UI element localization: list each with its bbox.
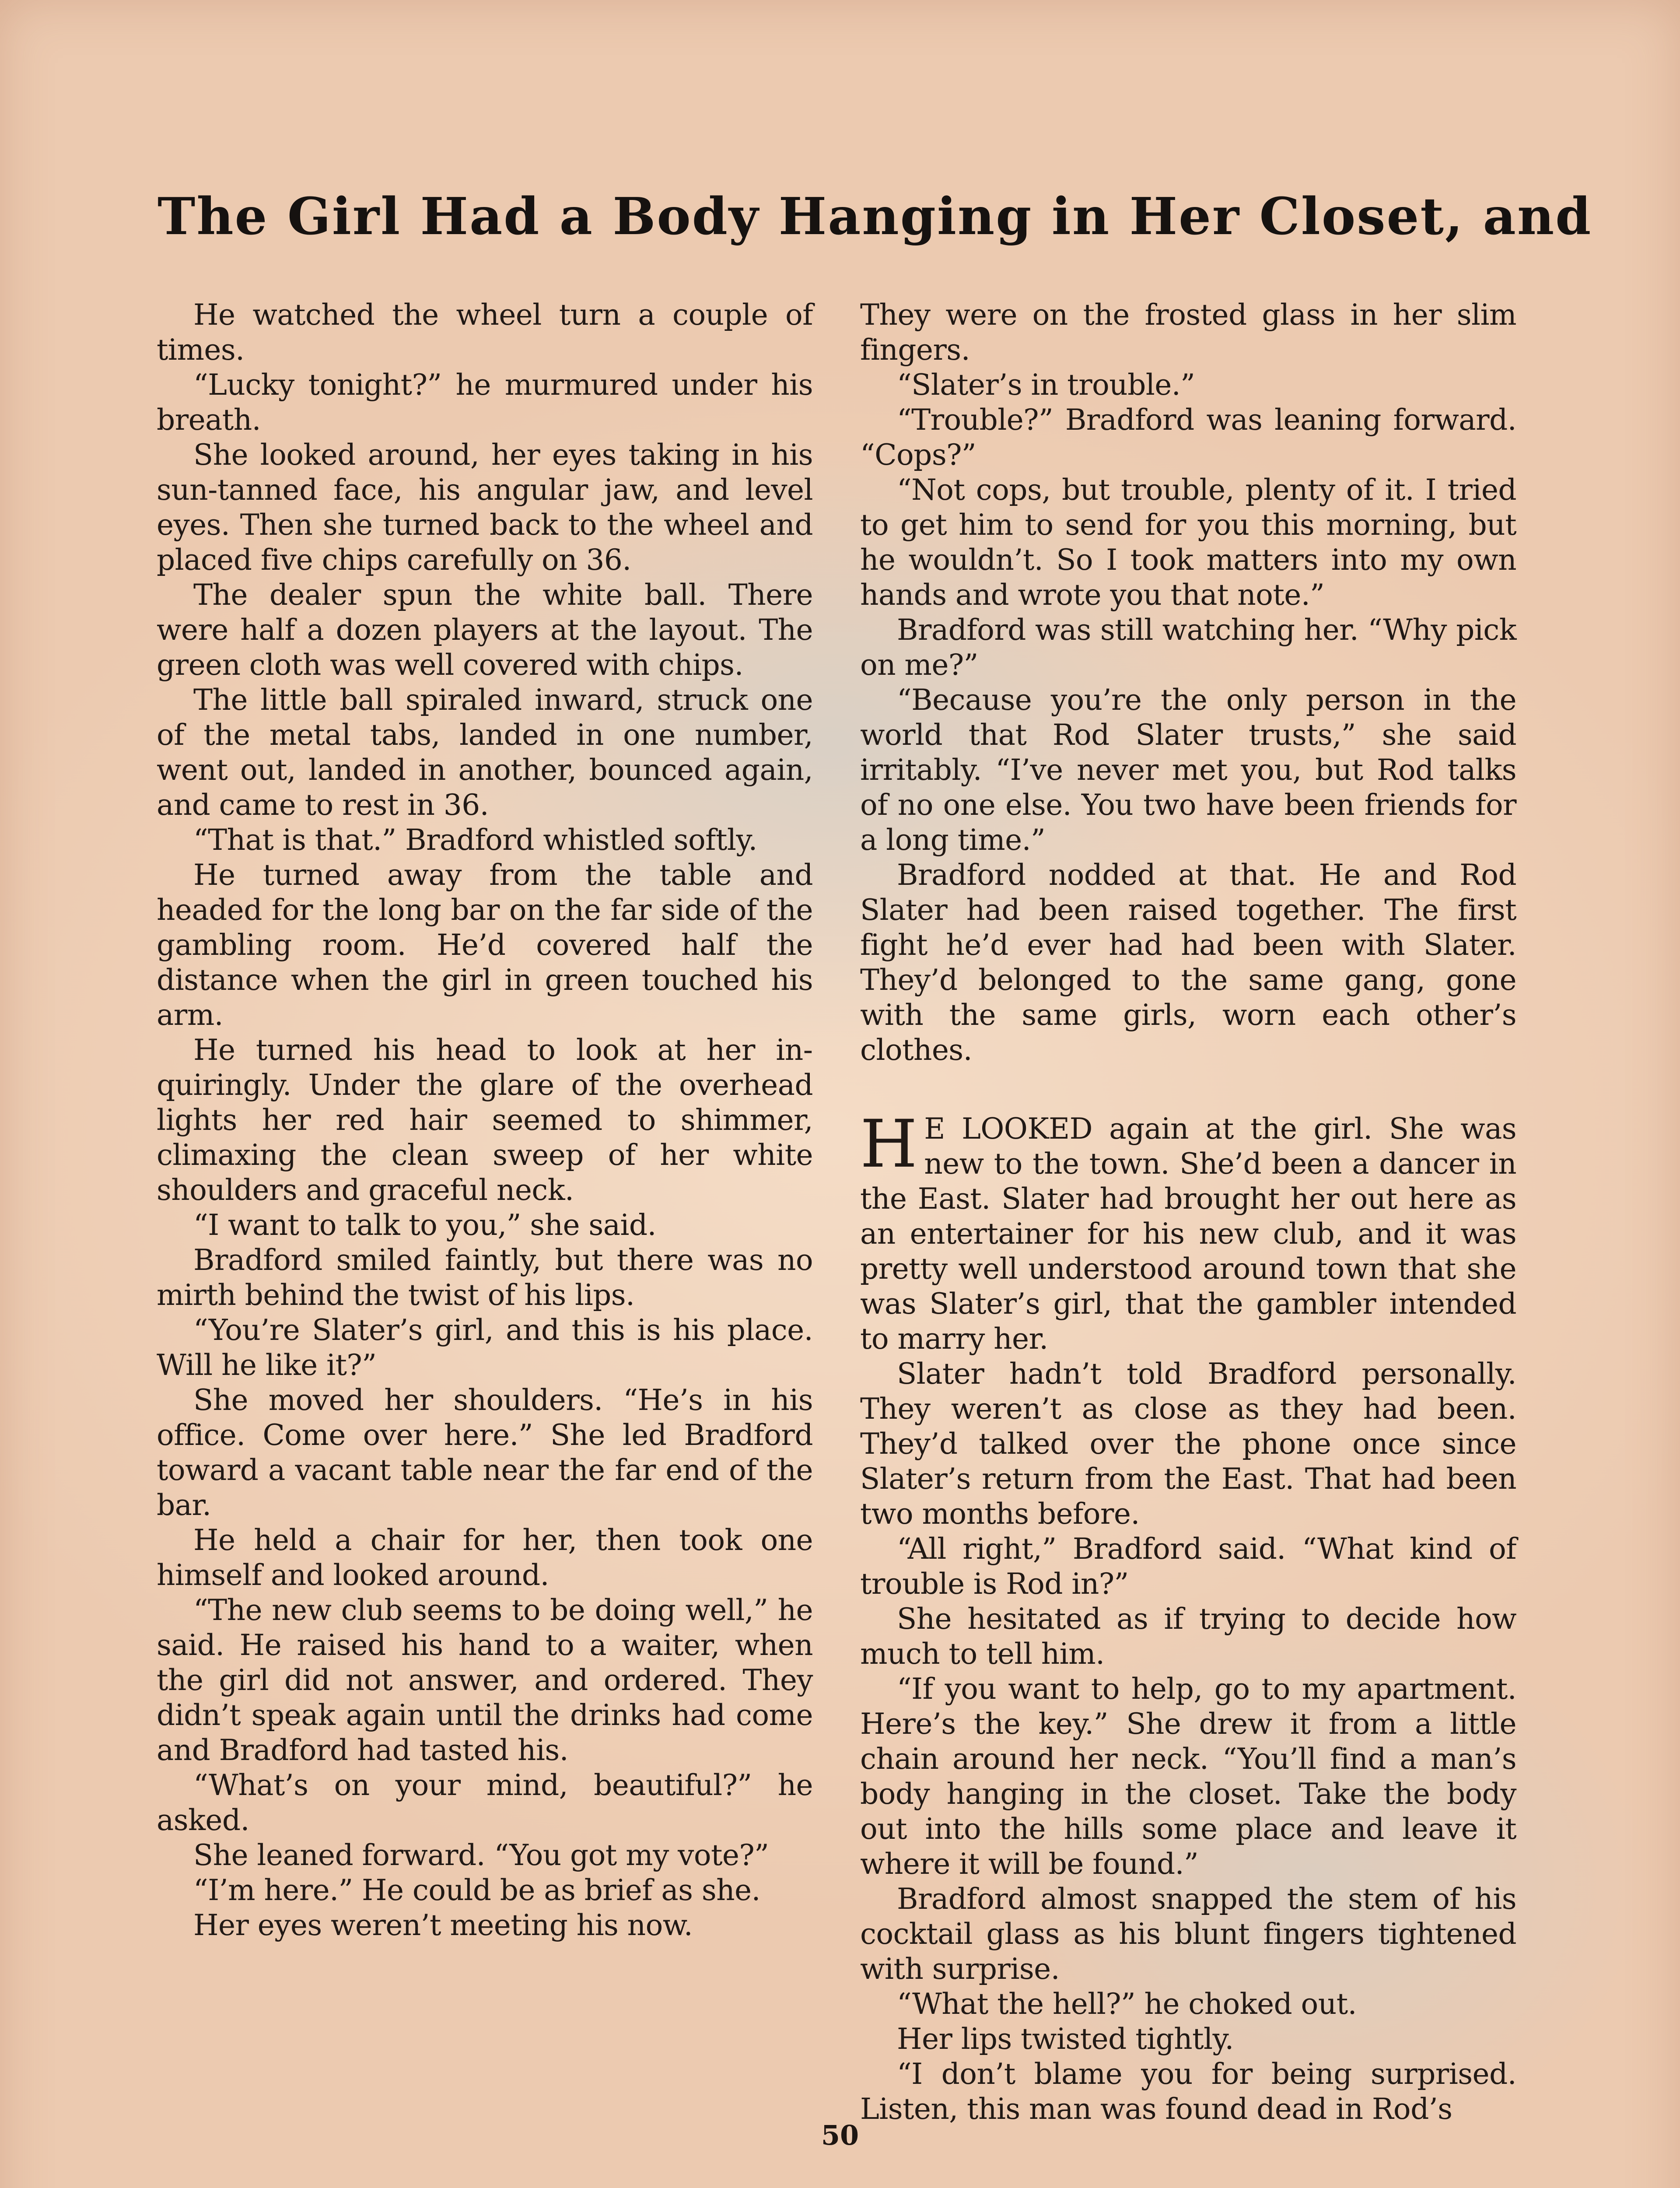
paragraph: Bradford nodded at that. He and Rod Slater had been raised together. The first fight he’d ever had had been with Slater. They’d belonged to the same gang, gone with the same girls, worn each other’s clothes. [860,858,1516,1067]
paragraph: She moved her shoulders. “He’s in his office. Come over here.” She led Bradford toward a vacant table near the far end of the bar. [157,1383,813,1522]
paragraph: “Slater’s in trouble.” [897,368,1195,402]
story-headline: The Girl Had a Body Hanging in Her Closet, and [158,187,1592,246]
paragraph: “I don’t blame you for being surprised. Listen, this man was found dead in Rod’s [860,2057,1516,2126]
paragraph: Her eyes weren’t meeting his now. [193,1908,693,1942]
paragraph: “The new club seems to be doing well,” he said. He raised his hand to a waiter, when the girl did not answer, and ordered. They didn’t speak again until the drinks had come and Bradford had tasted his. [157,1593,813,1767]
paragraph: “I’m here.” He could be as brief as she. [193,1873,760,1907]
paragraph: He watched the wheel turn a couple of times. [157,298,813,367]
paragraph: “Not cops, but trouble, plenty of it. I tried to get him to send for you this morning, but he wouldn’t. So I took matters into my own hands and wrote you that note.” [860,473,1516,612]
paragraph: She hesitated as if trying to decide how much to tell him. [860,1602,1516,1671]
paragraph: He held a chair for her, then took one himself and looked around. [157,1523,813,1592]
paragraph: “Trouble?” Bradford was leaning forward. “Cops?” [860,403,1516,472]
paragraph: They were on the frosted glass in her slim fingers. [860,298,1516,367]
paragraph: The little ball spiraled inward, struck one of the metal tabs, landed in one number, went out, landed in another, bounced again, and came to rest in 36. [157,683,813,822]
paragraph: “That is that.” Bradford whistled softly. [193,823,757,857]
paragraph: “Lucky tonight?” he murmured under his breath. [157,368,813,437]
paragraph: He turned his head to look at her inquiringly. Under the glare of the overhead lights her red hair seemed to shimmer, climaxing the clean sweep of her white shoulders and graceful neck. [157,1033,813,1207]
page-number: 50 [821,2119,859,2151]
paragraph: Bradford almost snapped the stem of his cocktail glass as his blunt fingers tightened with surprise. [860,1882,1516,1986]
paragraph: “If you want to help, go to my apartment. Here’s the key.” She drew it from a little chain around her neck. “You’ll find a man’s body hanging in the closet. Take the body out into the hills some place and leave it where it will be found.” [860,1672,1516,1881]
section-opening-paragraph [860,1106,1516,1357]
paragraph: He turned away from the table and headed for the long bar on the far side of the gambling room. He’d covered half the distance when the girl in green touched his arm. [157,858,813,1032]
paragraph: Her lips twisted tightly. [897,2022,1234,2056]
paragraph: She looked around, her eyes taking in his sun-tanned face, his angular jaw, and level eyes. Then she turned back to the wheel and placed five chips carefully on 36. [157,438,813,577]
paragraph: “You’re Slater’s girl, and this is his place. Will he like it?” [157,1313,813,1382]
drop-cap: H [860,1106,917,1182]
paragraph: Bradford smiled faintly, but there was no mirth behind the twist of his lips. [157,1243,813,1312]
right-text-column [860,298,1516,2127]
paragraph: “What’s on your mind, beautiful?” he asked. [157,1768,813,1837]
paragraph-text: E LOOKED again at the girl. She was new to the town. She’d been a dancer in the East. Slater had brought her out here as an entertainer for his new club, and it was pretty well understood around town that she was Slater’s girl, that the gambler intended to marry her. [860,1112,1516,1356]
paragraph: She leaned forward. “You got my vote?” [193,1838,769,1872]
paragraph: “Because you’re the only person in the world that Rod Slater trusts,” she said irritably. “I’ve never met you, but Rod talks of no one else. You two have been friends for a long time.” [860,683,1516,857]
left-text-column [157,298,813,1943]
paragraph: The dealer spun the white ball. There were half a dozen players at the layout. The green cloth was well covered with chips. [157,578,813,682]
paragraph: “All right,” Bradford said. “What kind of trouble is Rod in?” [860,1532,1516,1601]
paragraph: Bradford was still watching her. “Why pick on me?” [860,613,1516,682]
paragraph: “I want to talk to you,” she said. [193,1208,656,1242]
paragraph: “What the hell?” he choked out. [897,1987,1357,2021]
paragraph: Slater hadn’t told Bradford personally. They weren’t as close as they had been. They’d talked over the phone once since Slater’s return from the East. That had been two months before. [860,1357,1516,1531]
